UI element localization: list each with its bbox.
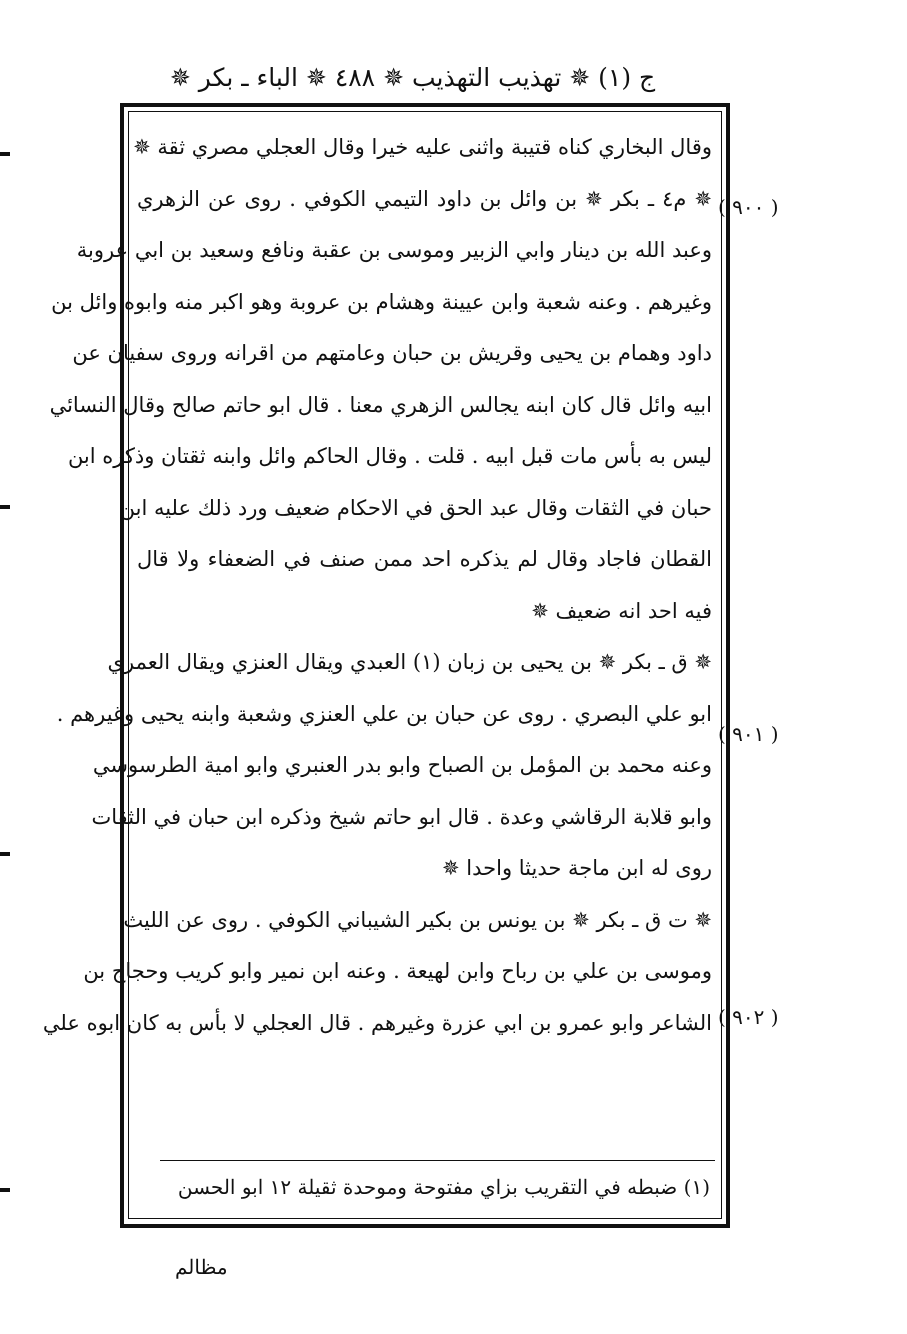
margin-mark bbox=[0, 852, 10, 856]
main-text bbox=[42, 122, 712, 1049]
page-header: ج (١) ✵ تهذيب التهذيب ✵ ٤٨٨ ✵ الباء ـ بكر ✵ bbox=[169, 63, 656, 92]
margin-mark bbox=[0, 152, 10, 156]
text-line: روى له ابن ماجة حديثا واحدا ✵ bbox=[442, 856, 712, 880]
margin-mark bbox=[0, 505, 10, 509]
entry-number-902: ( ٩٠٢ ) bbox=[718, 1005, 779, 1029]
margin-mark bbox=[0, 1188, 10, 1192]
text-line: ابيه وائل قال كان ابنه يجالس الزهري معنا . قال ابو حاتم صالح وقال النسائي bbox=[49, 392, 712, 417]
text-line: وموسى بن علي بن رباح وابن لهيعة . وعنه ابن نمير وابو كريب وحجاج بن bbox=[83, 959, 712, 983]
signature-note: مظالم bbox=[175, 1255, 228, 1279]
text-line: وعبد الله بن دينار وابي الزبير وموسى بن عقبة ونافع وسعيد بن ابي عروبة bbox=[76, 238, 712, 262]
text-line: ✵ ت ق ـ بكر ✵ بن يونس بن بكير الشيباني الكوفي . روى عن الليث bbox=[123, 907, 712, 932]
text-line: ✵ م٤ ـ بكر ✵ بن وائل بن داود التيمي الكوفي . روى عن الزهري bbox=[137, 186, 712, 211]
entry-number-900: ( ٩٠٠ ) bbox=[718, 195, 779, 219]
text-line: وابو قلابة الرقاشي وعدة . قال ابو حاتم شيخ وذكره ابن حبان في الثقات bbox=[91, 804, 712, 829]
text-line: فيه احد انه ضعيف ✵ bbox=[531, 598, 712, 623]
text-line: وغيرهم . وعنه شعبة وابن عيينة وهشام بن عروبة وهو اكبر منه وابوه وائل بن bbox=[51, 289, 712, 314]
text-line: القطان فاجاد وقال لم يذكره احد ممن صنف في الضعفاء ولا قال bbox=[137, 547, 712, 571]
text-line: ليس به بأس مات قبل ابيه . قلت . وقال الحاكم وائل وابنه ثقتان وذكره ابن bbox=[67, 444, 712, 468]
footnote-divider bbox=[160, 1160, 715, 1161]
text-line: ✵ ق ـ بكر ✵ بن يحيى بن زبان (١) العبدي ويقال العنزي ويقال العمري bbox=[107, 650, 712, 674]
entry-number-901: ( ٩٠١ ) bbox=[718, 722, 779, 746]
text-line: ابو علي البصري . روى عن حبان بن علي العنزي وشعبة وابنه يحيى وغيرهم . bbox=[56, 701, 712, 726]
text-line: داود وهمام بن يحيى وقريش بن حبان وعامتهم من اقرانه وروى سفيان عن bbox=[72, 341, 712, 365]
text-line: وقال البخاري كناه قتيبة واثنى عليه خيرا وقال العجلي مصري ثقة ✵ bbox=[133, 135, 712, 159]
text-line: حبان في الثقات وقال عبد الحق في الاحكام ضعيف ورد ذلك عليه ابن bbox=[119, 495, 712, 520]
text-line: الشاعر وابو عمرو بن ابي عزرة وغيرهم . قال العجلي لا بأس به كان ابوه علي bbox=[42, 1010, 712, 1035]
text-line: وعنه محمد بن المؤمل بن الصباح وابو بدر العنبري وابو امية الطرسوسي bbox=[92, 753, 712, 777]
footnote: (١) ضبطه في التقريب بزاي مفتوحة وموحدة ثقيلة ١٢ ابو الحسن bbox=[177, 1175, 710, 1199]
